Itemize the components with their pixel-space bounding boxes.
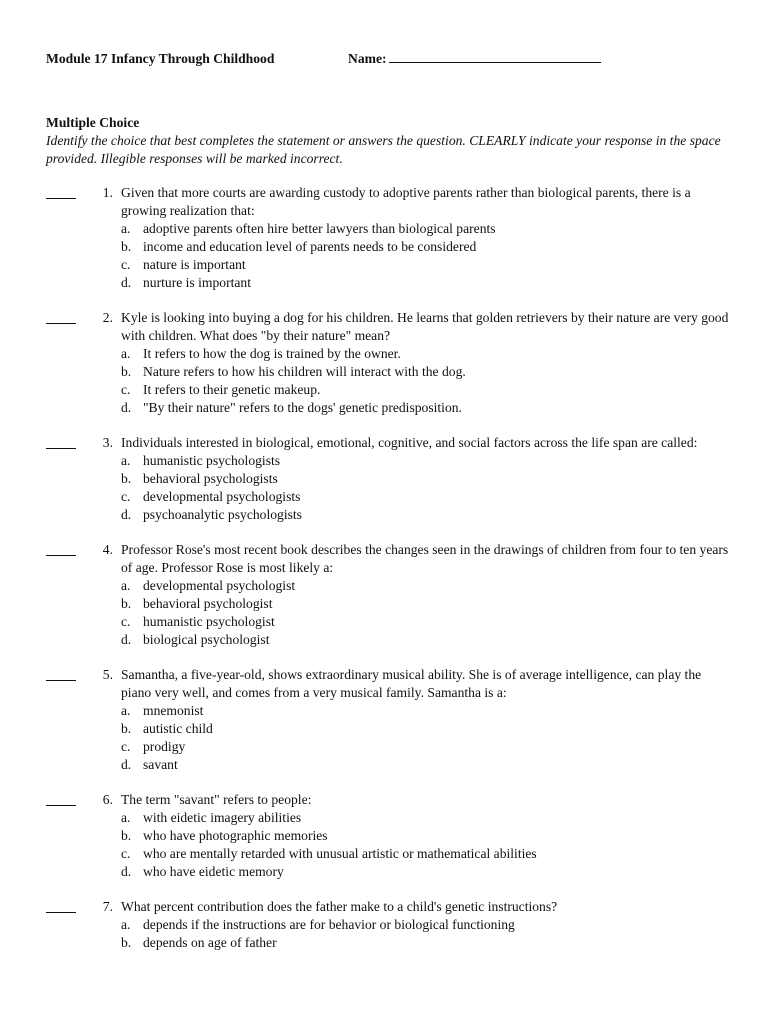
question-body [121, 541, 733, 649]
section-instructions: Identify the choice that best completes the statement or answers the question. CLEARLY indicate your response in the space provided. Illegible responses will be marked incorrect. [46, 133, 721, 166]
answer-option [121, 934, 733, 952]
option-letter: a. [121, 578, 131, 593]
answer-option [121, 577, 733, 595]
option-letter: b. [121, 935, 132, 950]
answer-option [121, 220, 733, 238]
answer-option [121, 827, 733, 845]
answer-option [121, 452, 733, 470]
answer-blank[interactable] [46, 898, 76, 913]
question-number: 4. [102, 542, 113, 557]
answer-blank[interactable] [46, 309, 76, 324]
option-text: behavioral psychologists [143, 471, 278, 486]
option-letter: a. [121, 453, 131, 468]
option-letter: d. [121, 507, 132, 522]
option-letter: a. [121, 346, 131, 361]
question-text: The term "savant" refers to people: [121, 792, 312, 807]
question-item [46, 541, 768, 649]
option-text: developmental psychologists [143, 489, 301, 504]
question-text: Kyle is looking into buying a dog for his children. He learns that golden retrievers by their nature are very good with children. What does "by their nature" mean? [121, 310, 729, 343]
answer-option [121, 756, 733, 774]
option-letter: a. [121, 810, 131, 825]
answer-options [121, 702, 733, 774]
section-heading: Multiple Choice [46, 115, 140, 130]
option-text: income and education level of parents needs to be considered [143, 239, 477, 254]
answer-blank[interactable] [46, 541, 76, 556]
name-field-line[interactable] [389, 48, 601, 63]
answer-option [121, 363, 733, 381]
answer-options [121, 916, 733, 952]
answer-options [121, 345, 733, 417]
answer-option [121, 809, 733, 827]
question-number: 3. [102, 435, 113, 450]
answer-option [121, 863, 733, 881]
option-text: It refers to how the dog is trained by the owner. [143, 346, 401, 361]
question-number: 6. [102, 792, 113, 807]
option-text: adoptive parents often hire better lawyers than biological parents [143, 221, 496, 236]
answer-option [121, 470, 733, 488]
option-letter: d. [121, 275, 132, 290]
option-text: behavioral psychologist [143, 596, 273, 611]
worksheet-header [46, 48, 768, 68]
option-text: psychoanalytic psychologists [143, 507, 302, 522]
question-item [46, 791, 768, 881]
option-letter: b. [121, 471, 132, 486]
question-text: Professor Rose's most recent book describes the changes seen in the drawings of children from four to ten years of age. Professor Rose is most likely a: [121, 542, 729, 575]
question-item [46, 309, 768, 417]
answer-option [121, 631, 733, 649]
option-letter: d. [121, 400, 132, 415]
question-number: 1. [102, 185, 113, 200]
option-letter: b. [121, 364, 132, 379]
option-letter: c. [121, 614, 131, 629]
question-body [121, 791, 733, 881]
question-body [121, 309, 733, 417]
answer-options [121, 220, 733, 292]
answer-option [121, 488, 733, 506]
name-label: Name: [348, 51, 387, 66]
question-body [121, 184, 733, 292]
question-body [121, 898, 733, 952]
question-item [46, 666, 768, 774]
answer-options [121, 809, 733, 881]
question-body [121, 666, 733, 774]
answer-option [121, 738, 733, 756]
question-text: Given that more courts are awarding custody to adoptive parents rather than biological parents, there is a growing realization that: [121, 185, 691, 218]
option-letter: a. [121, 703, 131, 718]
option-letter: c. [121, 257, 131, 272]
option-text: mnemonist [143, 703, 204, 718]
option-letter: b. [121, 721, 132, 736]
module-title: Module 17 Infancy Through Childhood [46, 51, 275, 66]
option-letter: d. [121, 757, 132, 772]
question-number: 5. [102, 667, 113, 682]
answer-blank[interactable] [46, 666, 76, 681]
option-text: who have photographic memories [143, 828, 328, 843]
option-text: depends if the instructions are for behavior or biological functioning [143, 917, 515, 932]
answer-option [121, 506, 733, 524]
question-text: Samantha, a five-year-old, shows extraordinary musical ability. She is of average intelligence, can play the piano very well, and comes from a very musical family. Samantha is a: [121, 667, 702, 700]
question-item [46, 434, 768, 524]
option-text: savant [143, 757, 178, 772]
answer-option [121, 916, 733, 934]
question-body [121, 434, 733, 524]
option-text: It refers to their genetic makeup. [143, 382, 321, 397]
question-number: 7. [102, 899, 113, 914]
option-letter: a. [121, 917, 131, 932]
answer-option [121, 274, 733, 292]
answer-option [121, 613, 733, 631]
answer-blank[interactable] [46, 184, 76, 199]
option-text: depends on age of father [143, 935, 277, 950]
option-letter: c. [121, 382, 131, 397]
answer-options [121, 452, 733, 524]
option-text: developmental psychologist [143, 578, 296, 593]
question-text: What percent contribution does the father make to a child's genetic instructions? [121, 899, 558, 914]
answer-option [121, 845, 733, 863]
answer-option [121, 702, 733, 720]
question-item [46, 898, 768, 952]
option-text: "By their nature" refers to the dogs' genetic predisposition. [143, 400, 462, 415]
option-text: biological psychologist [143, 632, 270, 647]
option-letter: a. [121, 221, 131, 236]
option-letter: c. [121, 846, 131, 861]
option-text: with eidetic imagery abilities [143, 810, 302, 825]
option-text: autistic child [143, 721, 213, 736]
answer-blank[interactable] [46, 434, 76, 449]
question-text: Individuals interested in biological, emotional, cognitive, and social factors across the life span are called: [121, 435, 698, 450]
question-item [46, 184, 768, 292]
answer-option [121, 381, 733, 399]
option-text: who are mentally retarded with unusual artistic or mathematical abilities [143, 846, 537, 861]
option-text: humanistic psychologist [143, 614, 275, 629]
answer-option [121, 256, 733, 274]
option-letter: c. [121, 739, 131, 754]
answer-option [121, 238, 733, 256]
option-text: nurture is important [143, 275, 251, 290]
answer-option [121, 345, 733, 363]
question-list [46, 184, 768, 952]
option-letter: d. [121, 864, 132, 879]
option-letter: c. [121, 489, 131, 504]
answer-options [121, 577, 733, 649]
option-letter: b. [121, 239, 132, 254]
answer-blank[interactable] [46, 791, 76, 806]
option-text: humanistic psychologists [143, 453, 281, 468]
option-text: Nature refers to how his children will interact with the dog. [143, 364, 466, 379]
answer-option [121, 720, 733, 738]
question-number: 2. [102, 310, 113, 325]
option-text: nature is important [143, 257, 246, 272]
multiple-choice-section [46, 114, 768, 952]
answer-option [121, 399, 733, 417]
option-text: who have eidetic memory [143, 864, 284, 879]
answer-option [121, 595, 733, 613]
option-text: prodigy [143, 739, 186, 754]
option-letter: b. [121, 596, 132, 611]
option-letter: b. [121, 828, 132, 843]
option-letter: d. [121, 632, 132, 647]
